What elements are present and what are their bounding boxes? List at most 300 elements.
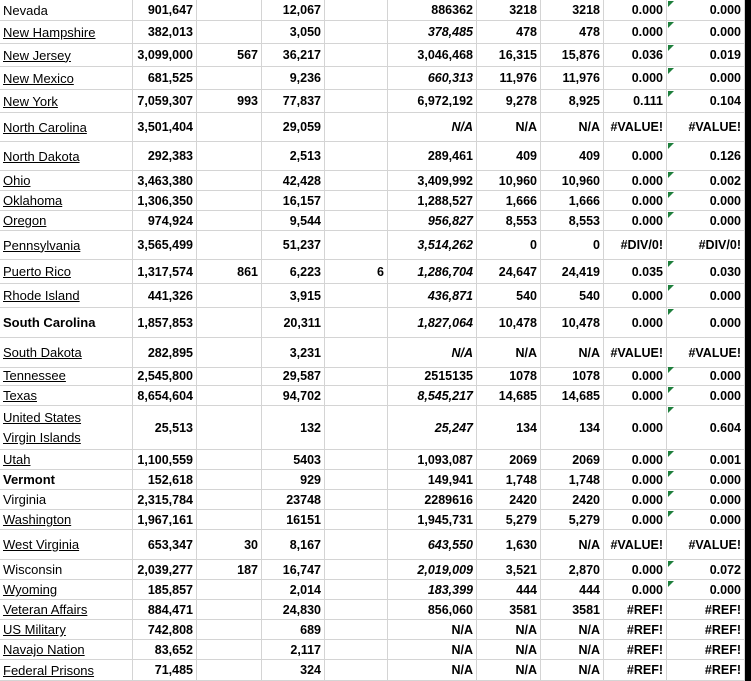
value-col-7-cell[interactable] — [541, 580, 604, 599]
value-col-3-cell[interactable] — [262, 308, 325, 337]
ratio-col-1-cell[interactable] — [604, 231, 667, 259]
value-col-4-cell[interactable] — [325, 284, 388, 307]
value-col-2-cell[interactable] — [197, 44, 262, 66]
value-col-5-cell[interactable] — [388, 284, 477, 307]
value-col-5-cell[interactable] — [388, 211, 477, 230]
value-col-1-cell[interactable] — [133, 113, 197, 141]
value-col-1-cell[interactable] — [133, 470, 197, 489]
value-col-2-cell[interactable] — [197, 67, 262, 89]
value-col-4-cell[interactable] — [325, 580, 388, 599]
jurisdiction-name-cell[interactable] — [0, 386, 133, 405]
value-col-2-cell[interactable] — [197, 231, 262, 259]
ratio-col-1-cell[interactable] — [604, 338, 667, 367]
jurisdiction-link[interactable]: United States — [3, 409, 82, 425]
value-col-6-cell[interactable] — [477, 113, 541, 141]
jurisdiction-name-cell[interactable] — [0, 142, 133, 170]
value-col-1-cell[interactable] — [133, 0, 197, 20]
value-col-7-cell[interactable] — [541, 620, 604, 639]
value-col-4-cell[interactable] — [325, 510, 388, 529]
value-col-5-cell[interactable] — [388, 191, 477, 210]
value-col-2-cell[interactable] — [197, 600, 262, 619]
value-col-6-cell[interactable] — [477, 231, 541, 259]
value-col-2-cell[interactable] — [197, 211, 262, 230]
value-col-4-cell[interactable] — [325, 113, 388, 141]
jurisdiction-link[interactable]: New York — [3, 93, 58, 109]
value-col-5-cell[interactable] — [388, 260, 477, 283]
value-col-2-cell[interactable] — [197, 142, 262, 170]
value-col-3-cell[interactable] — [262, 450, 325, 469]
value-col-2-cell[interactable] — [197, 620, 262, 639]
jurisdiction-name-cell[interactable] — [0, 211, 133, 230]
value-col-2-cell[interactable] — [197, 260, 262, 283]
ratio-col-1-cell[interactable] — [604, 386, 667, 405]
jurisdiction-name-cell[interactable] — [0, 113, 133, 141]
ratio-col-1-cell[interactable] — [604, 284, 667, 307]
value-col-1-cell[interactable] — [133, 600, 197, 619]
value-col-2-cell[interactable] — [197, 113, 262, 141]
value-col-1-cell[interactable] — [133, 640, 197, 659]
ratio-col-1-cell[interactable] — [604, 640, 667, 659]
value-col-1-cell[interactable] — [133, 490, 197, 509]
value-col-7-cell[interactable] — [541, 530, 604, 559]
jurisdiction-name-cell[interactable] — [0, 600, 133, 619]
value-col-3-cell[interactable] — [262, 211, 325, 230]
value-col-5-cell[interactable] — [388, 530, 477, 559]
value-col-7-cell[interactable] — [541, 21, 604, 43]
value-col-5-cell[interactable] — [388, 490, 477, 509]
ratio-col-1-cell[interactable] — [604, 21, 667, 43]
value-col-4-cell[interactable] — [325, 338, 388, 367]
value-col-3-cell[interactable] — [262, 113, 325, 141]
jurisdiction-name-cell[interactable] — [0, 260, 133, 283]
value-col-5-cell[interactable] — [388, 67, 477, 89]
value-col-5-cell[interactable] — [388, 386, 477, 405]
ratio-col-2-cell-with-warning[interactable] — [667, 510, 745, 529]
value-col-1-cell[interactable] — [133, 450, 197, 469]
jurisdiction-name-cell[interactable] — [0, 530, 133, 559]
value-col-6-cell[interactable] — [477, 406, 541, 449]
ratio-col-2-cell-with-warning[interactable] — [667, 44, 745, 66]
ratio-col-2-cell[interactable] — [667, 113, 745, 141]
value-col-3-cell[interactable] — [262, 260, 325, 283]
jurisdiction-link[interactable]: Federal Prisons — [3, 662, 95, 678]
value-col-7-cell[interactable] — [541, 113, 604, 141]
value-col-1-cell[interactable] — [133, 231, 197, 259]
value-col-4-cell[interactable] — [325, 406, 388, 449]
value-col-4-cell[interactable] — [325, 640, 388, 659]
value-col-5-cell[interactable] — [388, 560, 477, 579]
ratio-col-1-cell[interactable] — [604, 510, 667, 529]
jurisdiction-link[interactable]: US Military — [3, 622, 66, 637]
jurisdiction-name-cell[interactable] — [0, 284, 133, 307]
ratio-col-1-cell[interactable] — [604, 44, 667, 66]
ratio-col-2-cell-with-warning[interactable] — [667, 191, 745, 210]
value-col-3-cell[interactable] — [262, 231, 325, 259]
value-col-2-cell[interactable] — [197, 171, 262, 190]
jurisdiction-name-cell[interactable] — [0, 0, 133, 20]
ratio-col-1-cell[interactable] — [604, 620, 667, 639]
ratio-col-2-cell-with-warning[interactable] — [667, 284, 745, 307]
value-col-3-cell[interactable] — [262, 90, 325, 112]
value-col-5-cell[interactable] — [388, 620, 477, 639]
jurisdiction-link[interactable]: Washington — [3, 512, 72, 527]
jurisdiction-link[interactable]: Tennessee — [3, 368, 66, 383]
value-col-4-cell[interactable] — [325, 490, 388, 509]
value-col-3-cell[interactable] — [262, 470, 325, 489]
ratio-col-2-cell[interactable] — [667, 660, 745, 680]
value-col-1-cell[interactable] — [133, 406, 197, 449]
value-col-7-cell[interactable] — [541, 450, 604, 469]
value-col-5-cell[interactable] — [388, 640, 477, 659]
jurisdiction-name-cell[interactable] — [0, 308, 133, 337]
jurisdiction-link-line-2[interactable]: Virgin Islands — [3, 429, 81, 445]
jurisdiction-name-cell[interactable] — [0, 338, 133, 367]
ratio-col-2-cell-with-warning[interactable] — [667, 171, 745, 190]
jurisdiction-name-cell[interactable] — [0, 67, 133, 89]
value-col-3-cell[interactable] — [262, 67, 325, 89]
ratio-col-1-cell[interactable] — [604, 470, 667, 489]
value-col-3-cell[interactable] — [262, 510, 325, 529]
value-col-1-cell[interactable] — [133, 620, 197, 639]
value-col-1-cell[interactable] — [133, 660, 197, 680]
value-col-2-cell[interactable] — [197, 21, 262, 43]
ratio-col-2-cell-with-warning[interactable] — [667, 308, 745, 337]
value-col-3-cell[interactable] — [262, 0, 325, 20]
jurisdiction-name-cell[interactable] — [0, 171, 133, 190]
jurisdiction-name-cell[interactable] — [0, 660, 133, 680]
value-col-3-cell[interactable] — [262, 560, 325, 579]
value-col-2-cell[interactable] — [197, 530, 262, 559]
value-col-3-cell[interactable] — [262, 338, 325, 367]
jurisdiction-name-cell[interactable] — [0, 406, 133, 449]
value-col-2-cell[interactable] — [197, 366, 262, 385]
jurisdiction-link[interactable]: Texas — [3, 388, 37, 403]
jurisdiction-name-cell[interactable] — [0, 620, 133, 639]
value-col-5-cell[interactable] — [388, 510, 477, 529]
ratio-col-1-cell[interactable] — [604, 67, 667, 89]
value-col-6-cell[interactable] — [477, 338, 541, 367]
value-col-1-cell[interactable] — [133, 260, 197, 283]
value-col-3-cell[interactable] — [262, 44, 325, 66]
ratio-col-1-cell[interactable] — [604, 366, 667, 385]
value-col-1-cell[interactable] — [133, 510, 197, 529]
value-col-2-cell[interactable] — [197, 470, 262, 489]
value-col-4-cell[interactable] — [325, 21, 388, 43]
value-col-5-cell[interactable] — [388, 660, 477, 680]
value-col-4-cell[interactable] — [325, 660, 388, 680]
value-col-2-cell[interactable] — [197, 308, 262, 337]
jurisdiction-name-cell[interactable] — [0, 231, 133, 259]
value-col-5-cell[interactable] — [388, 470, 477, 489]
ratio-col-2-cell[interactable] — [667, 640, 745, 659]
value-col-4-cell[interactable] — [325, 308, 388, 337]
value-col-3-cell[interactable] — [262, 366, 325, 385]
ratio-col-2-cell-with-warning[interactable] — [667, 470, 745, 489]
value-col-2-cell[interactable] — [197, 490, 262, 509]
jurisdiction-name-cell[interactable] — [0, 560, 133, 579]
value-col-2-cell[interactable] — [197, 640, 262, 659]
ratio-col-1-cell[interactable] — [604, 191, 667, 210]
value-col-2-cell[interactable] — [197, 90, 262, 112]
value-col-2-cell[interactable] — [197, 0, 262, 20]
value-col-6-cell[interactable] — [477, 191, 541, 210]
ratio-col-2-cell-with-warning[interactable] — [667, 21, 745, 43]
jurisdiction-name-cell[interactable] — [0, 580, 133, 599]
value-col-4-cell[interactable] — [325, 67, 388, 89]
jurisdiction-link[interactable]: South Dakota — [3, 345, 82, 360]
value-col-4-cell[interactable] — [325, 191, 388, 210]
value-col-6-cell[interactable] — [477, 386, 541, 405]
value-col-5-cell[interactable] — [388, 90, 477, 112]
value-col-7-cell[interactable] — [541, 142, 604, 170]
jurisdiction-link[interactable]: Oregon — [3, 213, 47, 228]
ratio-col-2-cell-with-warning[interactable] — [667, 142, 745, 170]
value-col-6-cell[interactable] — [477, 171, 541, 190]
value-col-7-cell[interactable] — [541, 338, 604, 367]
value-col-4-cell[interactable] — [325, 470, 388, 489]
value-col-7-cell[interactable] — [541, 260, 604, 283]
value-col-1-cell[interactable] — [133, 308, 197, 337]
value-col-4-cell[interactable] — [325, 600, 388, 619]
jurisdiction-link[interactable]: Veteran Affairs — [3, 602, 88, 617]
ratio-col-2-cell-with-warning[interactable] — [667, 90, 745, 112]
value-col-6-cell[interactable] — [477, 90, 541, 112]
ratio-col-1-cell[interactable] — [604, 142, 667, 170]
ratio-col-2-cell[interactable] — [667, 338, 745, 367]
ratio-col-1-cell[interactable] — [604, 450, 667, 469]
value-col-2-cell[interactable] — [197, 191, 262, 210]
value-col-3-cell[interactable] — [262, 660, 325, 680]
ratio-col-2-cell-with-warning[interactable] — [667, 67, 745, 89]
ratio-col-2-cell-with-warning[interactable] — [667, 211, 745, 230]
value-col-6-cell[interactable] — [477, 21, 541, 43]
value-col-3-cell[interactable] — [262, 530, 325, 559]
ratio-col-1-cell[interactable] — [604, 580, 667, 599]
value-col-5-cell[interactable] — [388, 450, 477, 469]
jurisdiction-link[interactable]: Navajo Nation — [3, 642, 85, 657]
value-col-6-cell[interactable] — [477, 600, 541, 619]
jurisdiction-link[interactable]: North Carolina — [3, 119, 87, 135]
value-col-7-cell[interactable] — [541, 231, 604, 259]
value-col-3-cell[interactable] — [262, 142, 325, 170]
value-col-3-cell[interactable] — [262, 620, 325, 639]
value-col-5-cell[interactable] — [388, 366, 477, 385]
jurisdiction-link[interactable]: New Jersey — [3, 47, 71, 63]
value-col-3-cell[interactable] — [262, 386, 325, 405]
jurisdiction-link[interactable]: New Mexico — [3, 70, 74, 86]
ratio-col-2-cell-with-warning[interactable] — [667, 386, 745, 405]
value-col-5-cell[interactable] — [388, 113, 477, 141]
jurisdiction-link[interactable]: Pennsylvania — [3, 237, 81, 253]
value-col-7-cell[interactable] — [541, 560, 604, 579]
ratio-col-1-cell[interactable] — [604, 560, 667, 579]
ratio-col-2-cell-with-warning[interactable] — [667, 560, 745, 579]
ratio-col-1-cell[interactable] — [604, 600, 667, 619]
value-col-4-cell[interactable] — [325, 366, 388, 385]
value-col-4-cell[interactable] — [325, 90, 388, 112]
value-col-5-cell[interactable] — [388, 600, 477, 619]
value-col-7-cell[interactable] — [541, 600, 604, 619]
value-col-7-cell[interactable] — [541, 366, 604, 385]
value-col-1-cell[interactable] — [133, 338, 197, 367]
value-col-4-cell[interactable] — [325, 171, 388, 190]
value-col-7-cell[interactable] — [541, 308, 604, 337]
ratio-col-2-cell-with-warning[interactable] — [667, 406, 745, 449]
ratio-col-2-cell[interactable] — [667, 530, 745, 559]
value-col-1-cell[interactable] — [133, 142, 197, 170]
ratio-col-2-cell[interactable] — [667, 620, 745, 639]
value-col-2-cell[interactable] — [197, 660, 262, 680]
value-col-7-cell[interactable] — [541, 284, 604, 307]
value-col-6-cell[interactable] — [477, 260, 541, 283]
ratio-col-1-cell[interactable] — [604, 171, 667, 190]
ratio-col-1-cell[interactable] — [604, 90, 667, 112]
value-col-3-cell[interactable] — [262, 580, 325, 599]
value-col-6-cell[interactable] — [477, 450, 541, 469]
value-col-4-cell[interactable] — [325, 44, 388, 66]
value-col-3-cell[interactable] — [262, 284, 325, 307]
value-col-1-cell[interactable] — [133, 90, 197, 112]
value-col-6-cell[interactable] — [477, 67, 541, 89]
value-col-1-cell[interactable] — [133, 67, 197, 89]
value-col-6-cell[interactable] — [477, 44, 541, 66]
jurisdiction-name-cell[interactable] — [0, 470, 133, 489]
jurisdiction-link[interactable]: Oklahoma — [3, 193, 63, 208]
value-col-7-cell[interactable] — [541, 510, 604, 529]
ratio-col-2-cell-with-warning[interactable] — [667, 366, 745, 385]
value-col-6-cell[interactable] — [477, 640, 541, 659]
value-col-1-cell[interactable] — [133, 560, 197, 579]
value-col-3-cell[interactable] — [262, 406, 325, 449]
value-col-6-cell[interactable] — [477, 308, 541, 337]
value-col-5-cell[interactable] — [388, 142, 477, 170]
value-col-1-cell[interactable] — [133, 386, 197, 405]
value-col-2-cell[interactable] — [197, 450, 262, 469]
value-col-4-cell[interactable] — [325, 450, 388, 469]
ratio-col-2-cell-with-warning[interactable] — [667, 0, 745, 20]
value-col-1-cell[interactable] — [133, 284, 197, 307]
value-col-2-cell[interactable] — [197, 284, 262, 307]
value-col-3-cell[interactable] — [262, 21, 325, 43]
value-col-7-cell[interactable] — [541, 490, 604, 509]
value-col-7-cell[interactable] — [541, 660, 604, 680]
value-col-5-cell[interactable] — [388, 21, 477, 43]
value-col-5-cell[interactable] — [388, 308, 477, 337]
value-col-5-cell[interactable] — [388, 406, 477, 449]
value-col-1-cell[interactable] — [133, 191, 197, 210]
value-col-2-cell[interactable] — [197, 338, 262, 367]
value-col-7-cell[interactable] — [541, 211, 604, 230]
jurisdiction-link[interactable]: Puerto Rico — [3, 264, 71, 279]
value-col-6-cell[interactable] — [477, 366, 541, 385]
value-col-5-cell[interactable] — [388, 231, 477, 259]
value-col-1-cell[interactable] — [133, 171, 197, 190]
value-col-4-cell[interactable] — [325, 386, 388, 405]
value-col-6-cell[interactable] — [477, 142, 541, 170]
value-col-3-cell[interactable] — [262, 171, 325, 190]
ratio-col-2-cell-with-warning[interactable] — [667, 490, 745, 509]
value-col-1-cell[interactable] — [133, 580, 197, 599]
value-col-5-cell[interactable] — [388, 171, 477, 190]
value-col-2-cell[interactable] — [197, 560, 262, 579]
value-col-7-cell[interactable] — [541, 470, 604, 489]
value-col-7-cell[interactable] — [541, 406, 604, 449]
value-col-6-cell[interactable] — [477, 620, 541, 639]
ratio-col-1-cell[interactable] — [604, 0, 667, 20]
value-col-7-cell[interactable] — [541, 191, 604, 210]
ratio-col-1-cell[interactable] — [604, 211, 667, 230]
value-col-4-cell[interactable] — [325, 620, 388, 639]
value-col-6-cell[interactable] — [477, 530, 541, 559]
value-col-4-cell[interactable] — [325, 142, 388, 170]
value-col-1-cell[interactable] — [133, 21, 197, 43]
value-col-6-cell[interactable] — [477, 284, 541, 307]
jurisdiction-link[interactable]: Rhode Island — [3, 288, 80, 303]
value-col-3-cell[interactable] — [262, 191, 325, 210]
value-col-2-cell[interactable] — [197, 386, 262, 405]
value-col-7-cell[interactable] — [541, 90, 604, 112]
ratio-col-1-cell[interactable] — [604, 530, 667, 559]
jurisdiction-link[interactable]: North Dakota — [3, 148, 80, 164]
ratio-col-2-cell-with-warning[interactable] — [667, 580, 745, 599]
jurisdiction-name-cell[interactable] — [0, 90, 133, 112]
value-col-7-cell[interactable] — [541, 171, 604, 190]
value-col-6-cell[interactable] — [477, 510, 541, 529]
ratio-col-2-cell-with-warning[interactable] — [667, 260, 745, 283]
value-col-1-cell[interactable] — [133, 44, 197, 66]
value-col-6-cell[interactable] — [477, 660, 541, 680]
ratio-col-1-cell[interactable] — [604, 260, 667, 283]
value-col-2-cell[interactable] — [197, 510, 262, 529]
jurisdiction-name-cell[interactable] — [0, 191, 133, 210]
jurisdiction-name-cell[interactable] — [0, 44, 133, 66]
value-col-4-cell[interactable] — [325, 260, 388, 283]
jurisdiction-name-cell[interactable] — [0, 490, 133, 509]
ratio-col-2-cell[interactable] — [667, 231, 745, 259]
value-col-7-cell[interactable] — [541, 640, 604, 659]
jurisdiction-name-cell[interactable] — [0, 366, 133, 385]
ratio-col-1-cell[interactable] — [604, 406, 667, 449]
jurisdiction-link[interactable]: West Virginia — [3, 537, 80, 552]
value-col-2-cell[interactable] — [197, 406, 262, 449]
value-col-4-cell[interactable] — [325, 0, 388, 20]
jurisdiction-link[interactable]: Wyoming — [3, 582, 58, 597]
value-col-5-cell[interactable] — [388, 338, 477, 367]
value-col-2-cell[interactable] — [197, 580, 262, 599]
jurisdiction-name-cell[interactable] — [0, 450, 133, 469]
value-col-6-cell[interactable] — [477, 0, 541, 20]
value-col-1-cell[interactable] — [133, 530, 197, 559]
value-col-4-cell[interactable] — [325, 530, 388, 559]
value-col-7-cell[interactable] — [541, 67, 604, 89]
value-col-4-cell[interactable] — [325, 231, 388, 259]
value-col-1-cell[interactable] — [133, 211, 197, 230]
value-col-5-cell[interactable] — [388, 44, 477, 66]
value-col-6-cell[interactable] — [477, 580, 541, 599]
jurisdiction-link[interactable]: Ohio — [3, 173, 31, 188]
value-col-5-cell[interactable] — [388, 0, 477, 20]
ratio-col-1-cell[interactable] — [604, 660, 667, 680]
value-col-4-cell[interactable] — [325, 560, 388, 579]
value-col-3-cell[interactable] — [262, 640, 325, 659]
ratio-col-2-cell-with-warning[interactable] — [667, 450, 745, 469]
value-col-3-cell[interactable] — [262, 490, 325, 509]
value-col-4-cell[interactable] — [325, 211, 388, 230]
value-col-7-cell[interactable] — [541, 0, 604, 20]
jurisdiction-name-cell[interactable] — [0, 640, 133, 659]
ratio-col-1-cell[interactable] — [604, 113, 667, 141]
value-col-6-cell[interactable] — [477, 211, 541, 230]
